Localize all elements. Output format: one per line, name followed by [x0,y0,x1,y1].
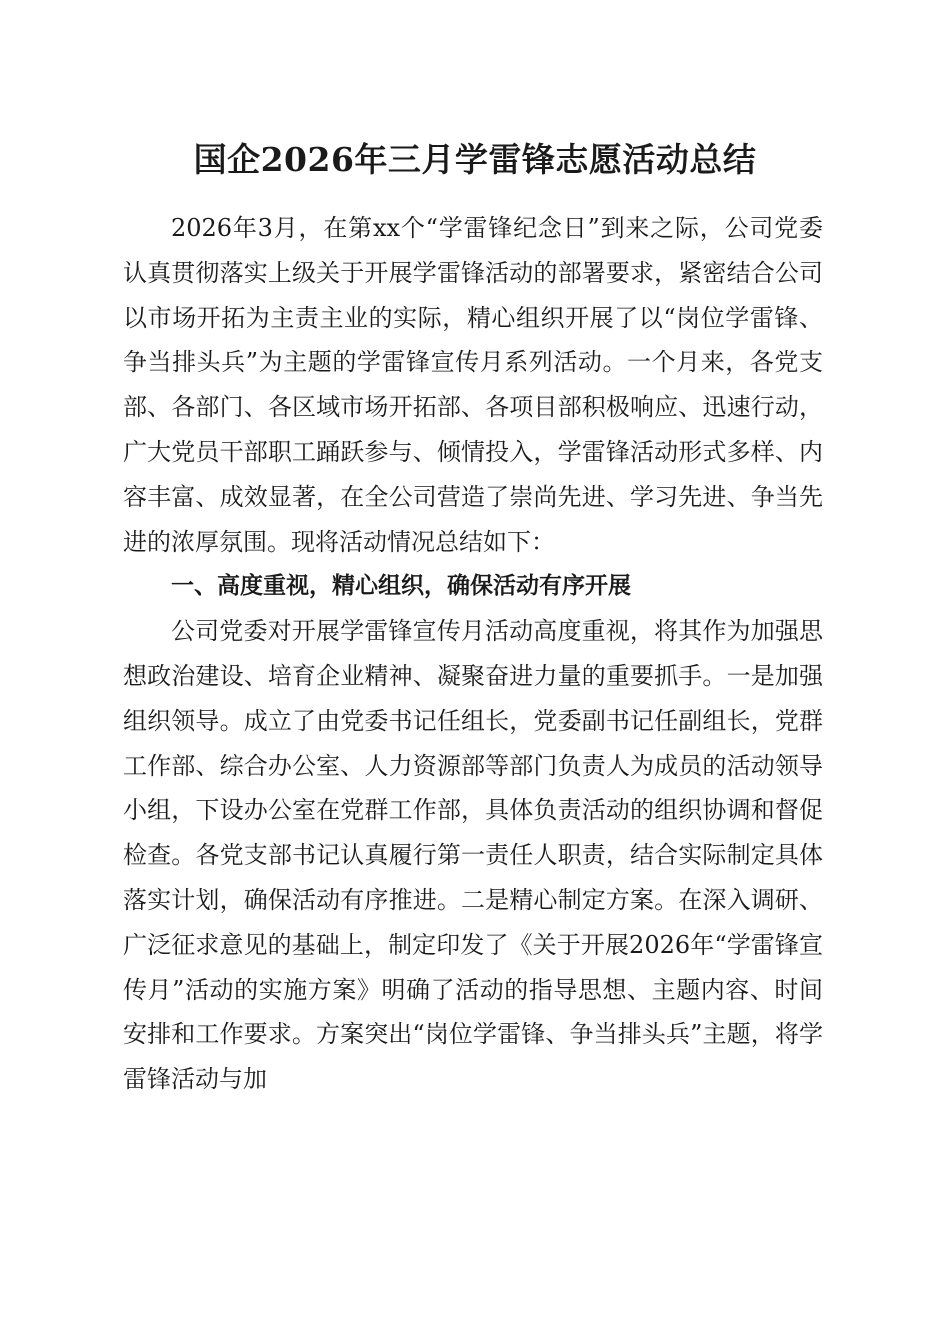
section-heading-1: 一、高度重视，精心组织，确保活动有序开展 [171,573,631,600]
document-title: 国企2026年三月学雷锋志愿活动总结 [193,140,757,179]
document-body [123,206,823,1102]
section-1-paragraph: 公司党委对开展学雷锋宣传月活动高度重视，将其作为加强思想政治建设、培育企业精神、凝聚奋进力量的重要抓手。一是加强组织领导。成立了由党委书记任组长，党委副书记任副组长，党群工作部、综合办公室、人力资源部等部门负责人为成员的活动领导小组，下设办公室在党群工作部，具体负责活动的组织协调和督促检查。各党支部书记认真履行第一责任人职责，结合实际制定具体落实计划，确保活动有序推进。二是精心制定方案。在深入调研、广泛征求意见的基础上，制定印发了《关于开展2026年“学雷锋宣传月”活动的实施方案》明确了活动的指导思想、主题内容、时间安排和工作要求。方案突出“岗位学雷锋、争当排头兵”主题，将学雷锋活动与加 [123,617,823,1094]
intro-paragraph: 2026年3月，在第xx个“学雷锋纪念日”到来之际，公司党委认真贯彻落实上级关于开展学雷锋活动的部署要求，紧密结合公司以市场开拓为主责主业的实际，精心组织开展了以“岗位学雷锋、争当排头兵”为主题的学雷锋宣传月系列活动。一个月来，各党支部、各部门、各区域市场开拓部、各项目部积极响应、迅速行动，广大党员干部职工踊跃参与、倾情投入，学雷锋活动形式多样、内容丰富、成效显著，在全公司营造了崇尚先进、学习先进、争当先进的浓厚氛围。现将活动情况总结如下： [123,214,823,556]
